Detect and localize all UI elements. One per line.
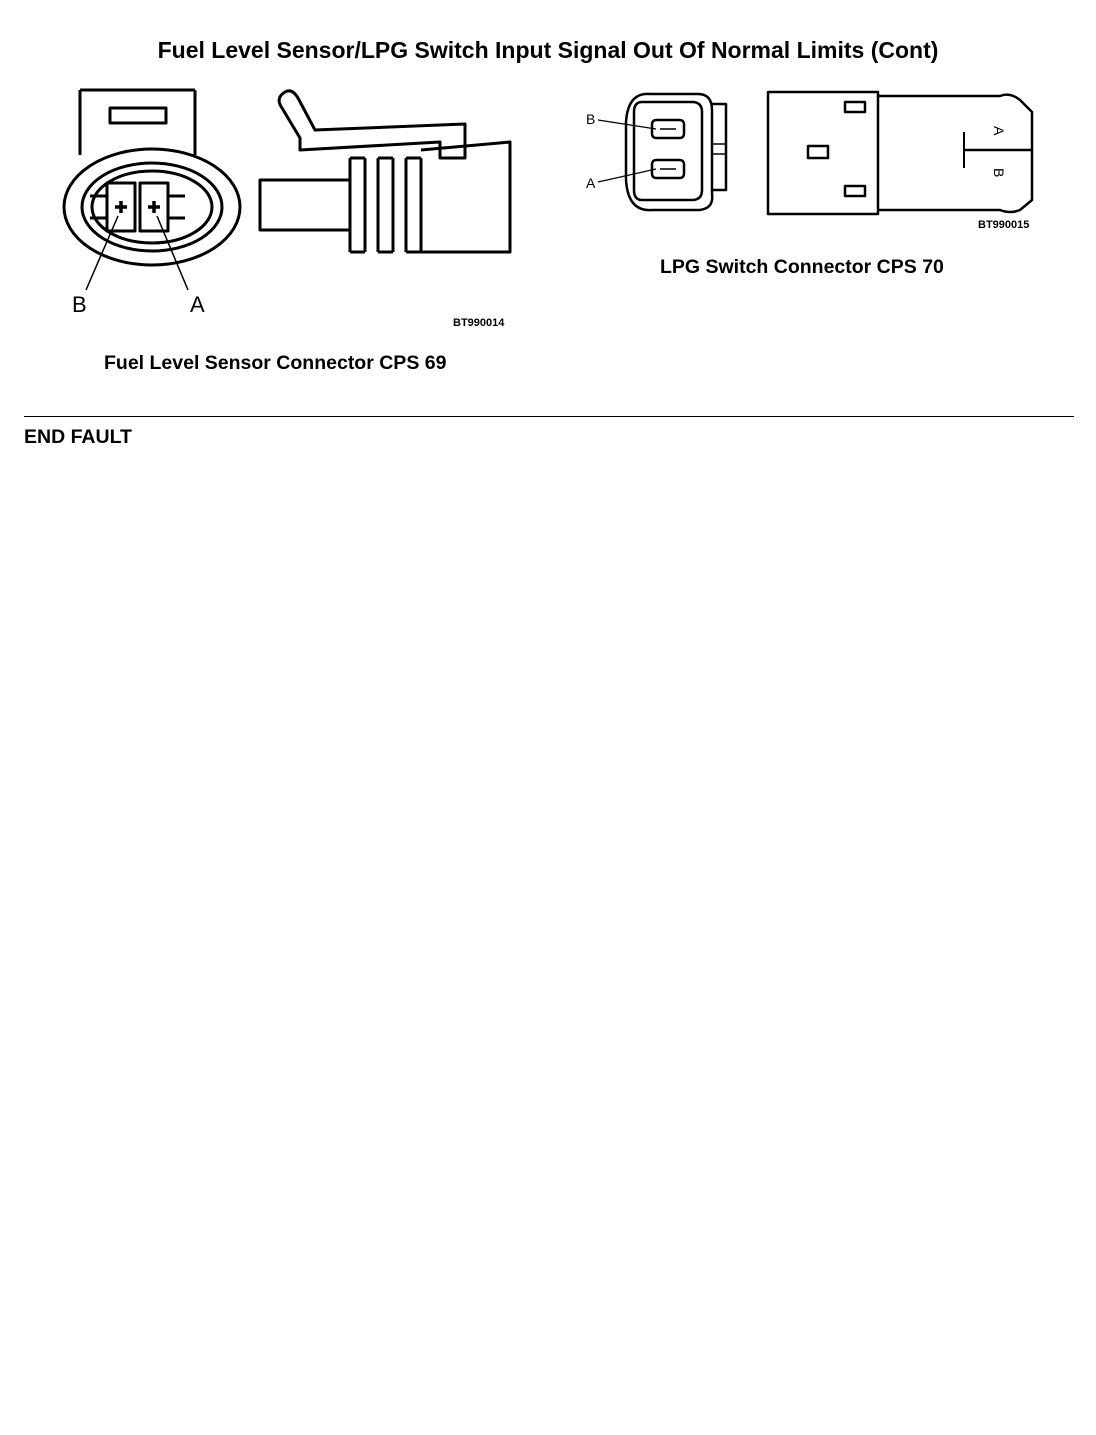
figure-code: BT990015 [978,219,1030,231]
figure-caption: LPG Switch Connector CPS 70 [660,256,944,278]
fuel-level-sensor-connector-diagram [60,80,520,335]
side-label-a: A [991,126,1007,136]
figure-code: BT990014 [453,317,505,329]
lpg-switch-connector-diagram [580,82,1040,234]
figure-caption: Fuel Level Sensor Connector CPS 69 [104,352,447,374]
end-fault-label: END FAULT [24,426,132,448]
pin-label-b: B [586,111,596,127]
side-label-b: B [991,168,1007,178]
pin-label-a: A [586,175,596,191]
pin-label-b: B [72,292,87,317]
pin-label-a: A [190,292,205,317]
section-divider [24,416,1074,417]
page-title: Fuel Level Sensor/LPG Switch Input Signal Out Of Normal Limits (Cont) [157,37,939,63]
